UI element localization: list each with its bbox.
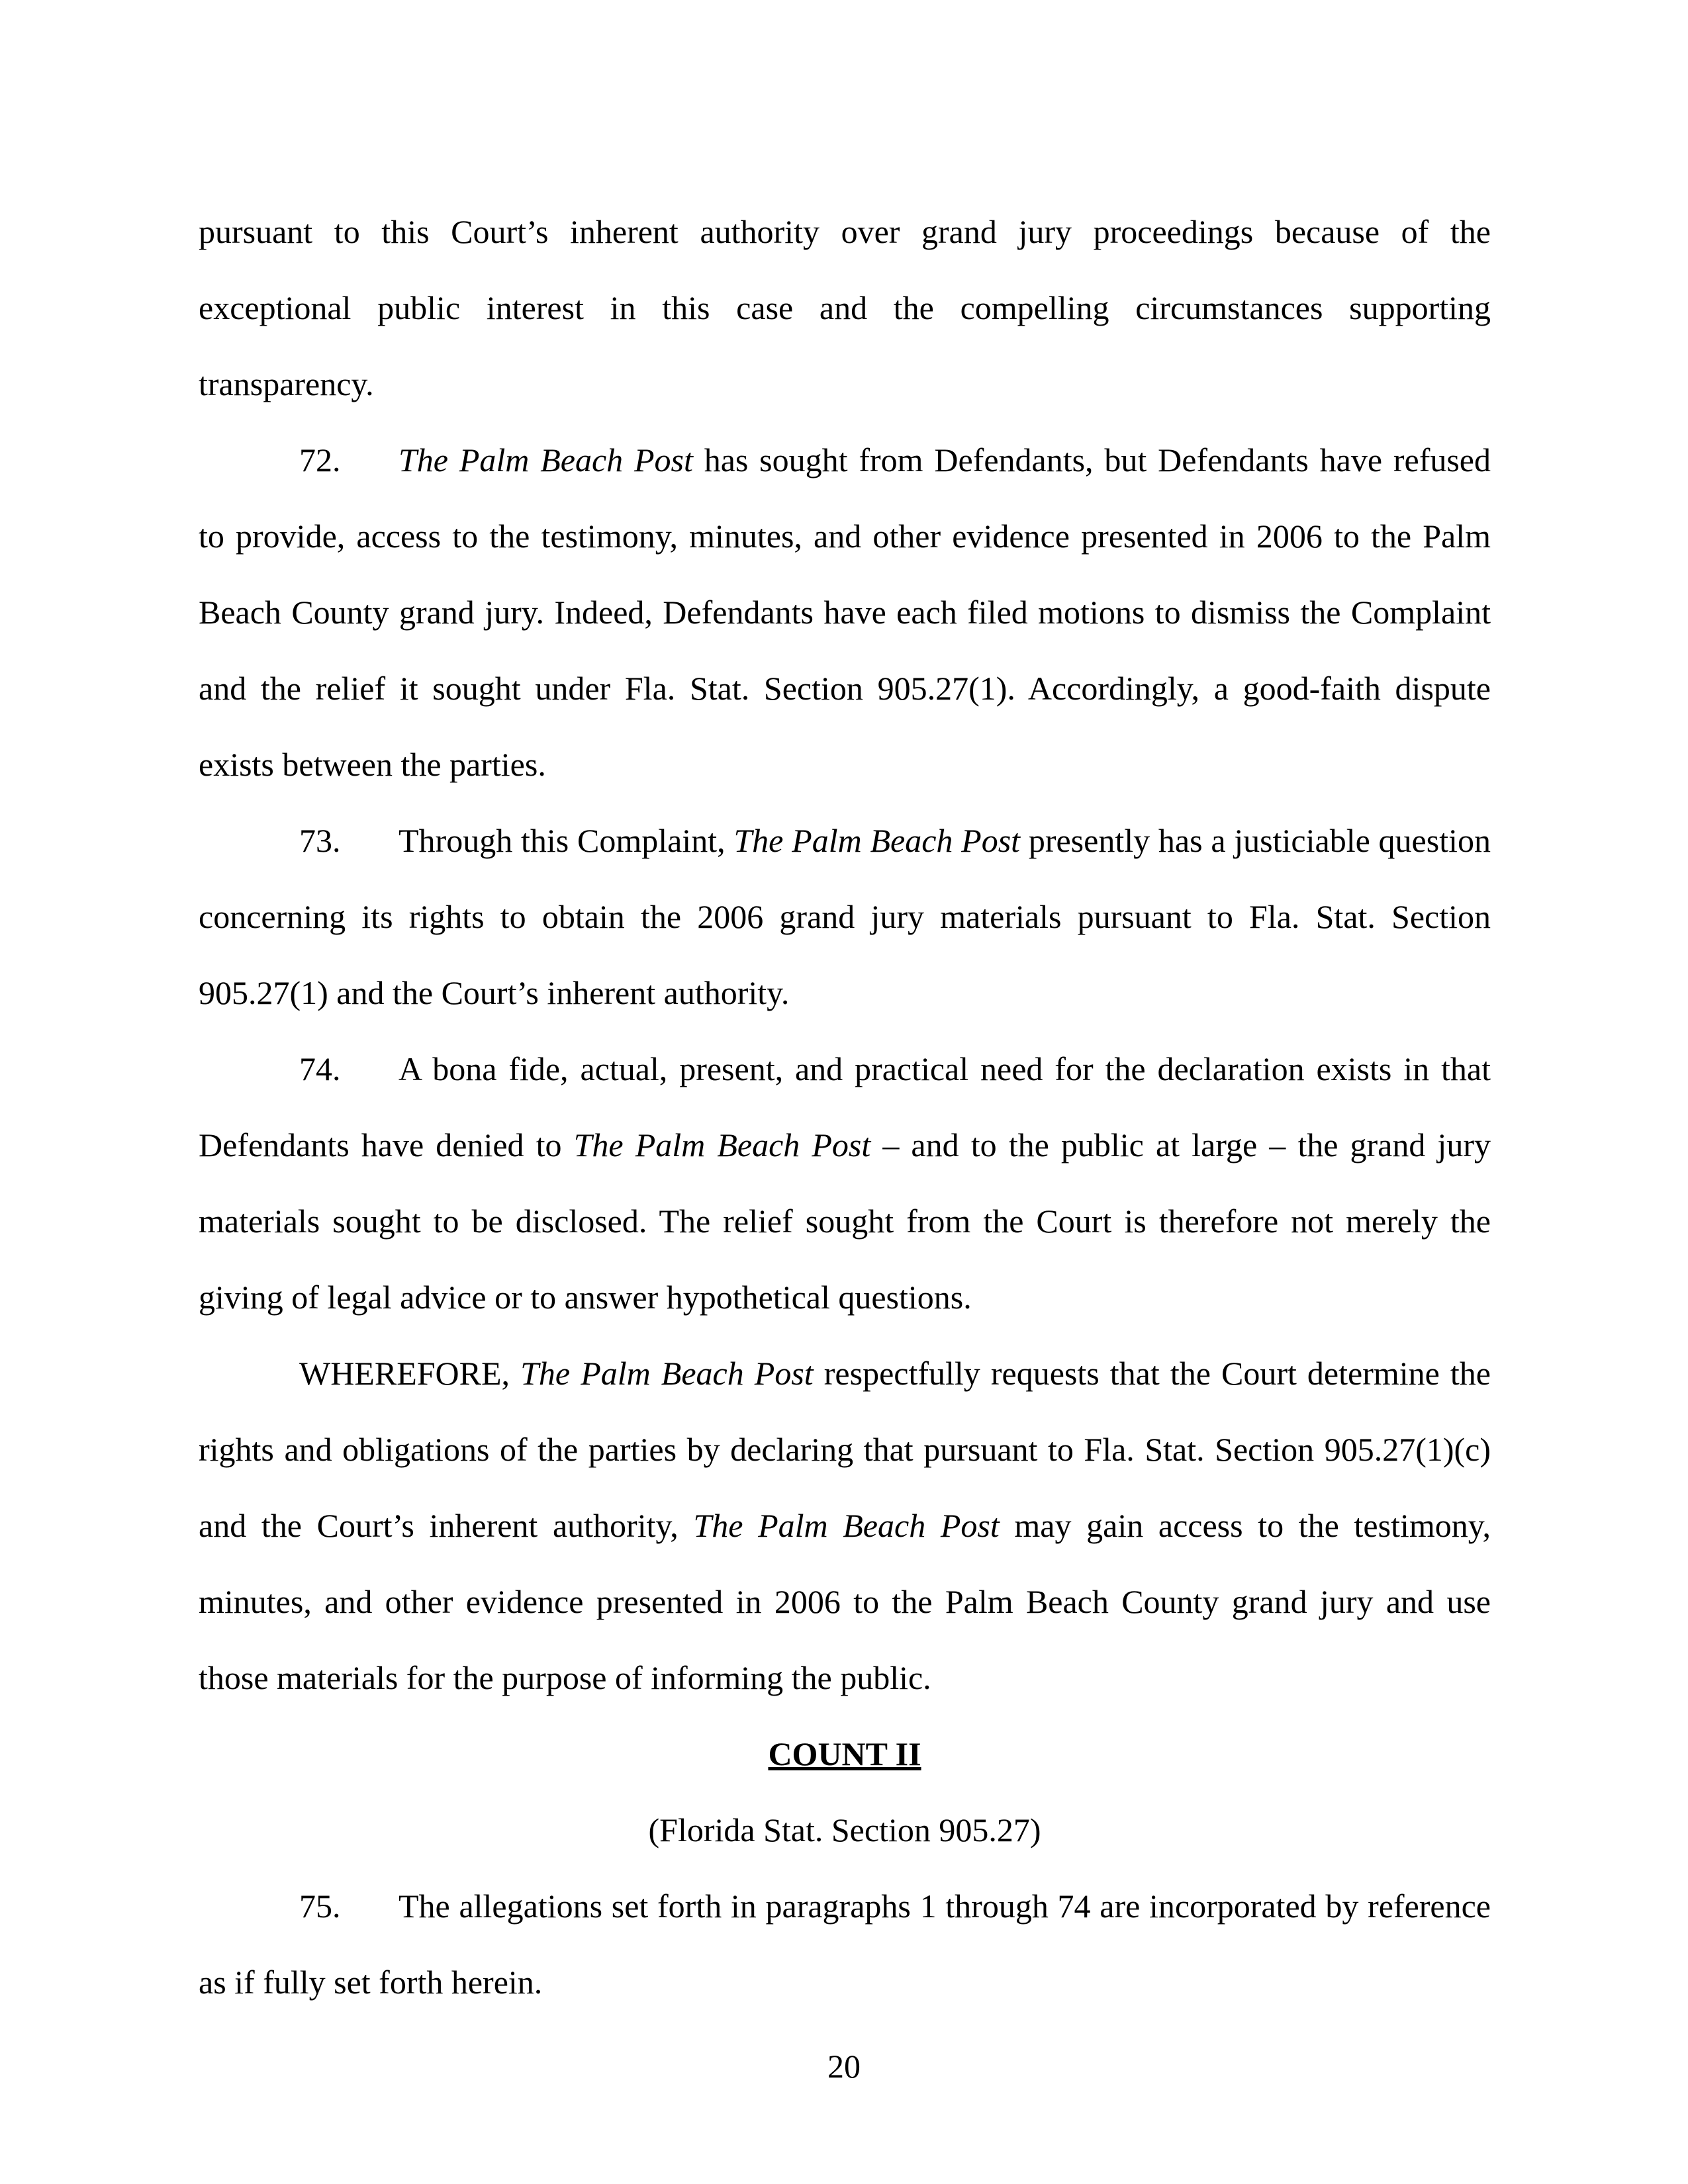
paragraph-text: A bona fide, actual, present, and practical need for the declaration exists in that Defendants have denied to bbox=[199, 1050, 1491, 1163]
paragraph-75 bbox=[199, 1868, 1491, 2021]
publication-name: The Palm Beach Post bbox=[520, 1355, 814, 1392]
publication-name: The Palm Beach Post bbox=[693, 1507, 1000, 1544]
paragraph-73 bbox=[199, 803, 1491, 1031]
page-number: 20 bbox=[827, 2048, 861, 2085]
paragraph-text: pursuant to this Court’s inherent authority over grand jury proceedings because of the exceptional public interest in this case and the compelling circumstances supporting transparency. bbox=[199, 213, 1491, 402]
document-body bbox=[199, 194, 1491, 2021]
publication-name: The Palm Beach Post bbox=[573, 1126, 871, 1163]
paragraph-text: – and to the public at large – the grand jury materials sought to be disclosed. The relief sought from the Court is therefore not merely the giving of legal advice or to answer hypothetical questions. bbox=[199, 1126, 1491, 1316]
count-subheading: (Florida Stat. Section 905.27) bbox=[648, 1811, 1041, 1848]
paragraph-number: 73. bbox=[299, 822, 341, 859]
paragraph-number: 74. bbox=[299, 1050, 341, 1087]
count-heading: COUNT II bbox=[768, 1735, 921, 1772]
wherefore-clause bbox=[199, 1336, 1491, 1716]
paragraph-text: may gain access to the testimony, minutes, and other evidence presented in 2006 to the Palm Beach County grand jury and use those materials for the purpose of informing the public. bbox=[199, 1507, 1491, 1696]
publication-name: The Palm Beach Post bbox=[733, 822, 1021, 859]
paragraph-text: respectfully requests that the Court determine the rights and obligations of the parties by declaring that pursuant to Fla. Stat. Section 905.27(1)(c) and the Court’s inherent authority, bbox=[199, 1355, 1491, 1544]
paragraph-text: The allegations set forth in paragraphs 1 through 74 are incorporated by reference as if fully set forth herein. bbox=[199, 1888, 1491, 2001]
paragraph-number: 72. bbox=[299, 441, 341, 478]
paragraph-text: has sought from Defendants, but Defendants have refused to provide, access to the testimony, minutes, and other evidence presented in 2006 to the Palm Beach County grand jury. Indeed, Defendants have each filed motions to dismiss the Complaint and the relief it sought under Fla. Stat. Section 905.27(1). Accordingly, a good-faith dispute exists between the parties. bbox=[199, 441, 1491, 783]
paragraph-text: WHEREFORE, bbox=[299, 1355, 521, 1392]
paragraph-number: 75. bbox=[299, 1888, 341, 1925]
paragraph-74 bbox=[199, 1031, 1491, 1336]
paragraph-71-continuation bbox=[199, 194, 1491, 422]
paragraph-text: Through this Complaint, bbox=[399, 822, 734, 859]
publication-name: The Palm Beach Post bbox=[399, 441, 693, 478]
paragraph-text: presently has a justiciable question concerning its rights to obtain the 2006 grand jury materials pursuant to Fla. Stat. Section 905.27(1) and the Court’s inherent authority. bbox=[199, 822, 1491, 1011]
paragraph-72 bbox=[199, 422, 1491, 803]
